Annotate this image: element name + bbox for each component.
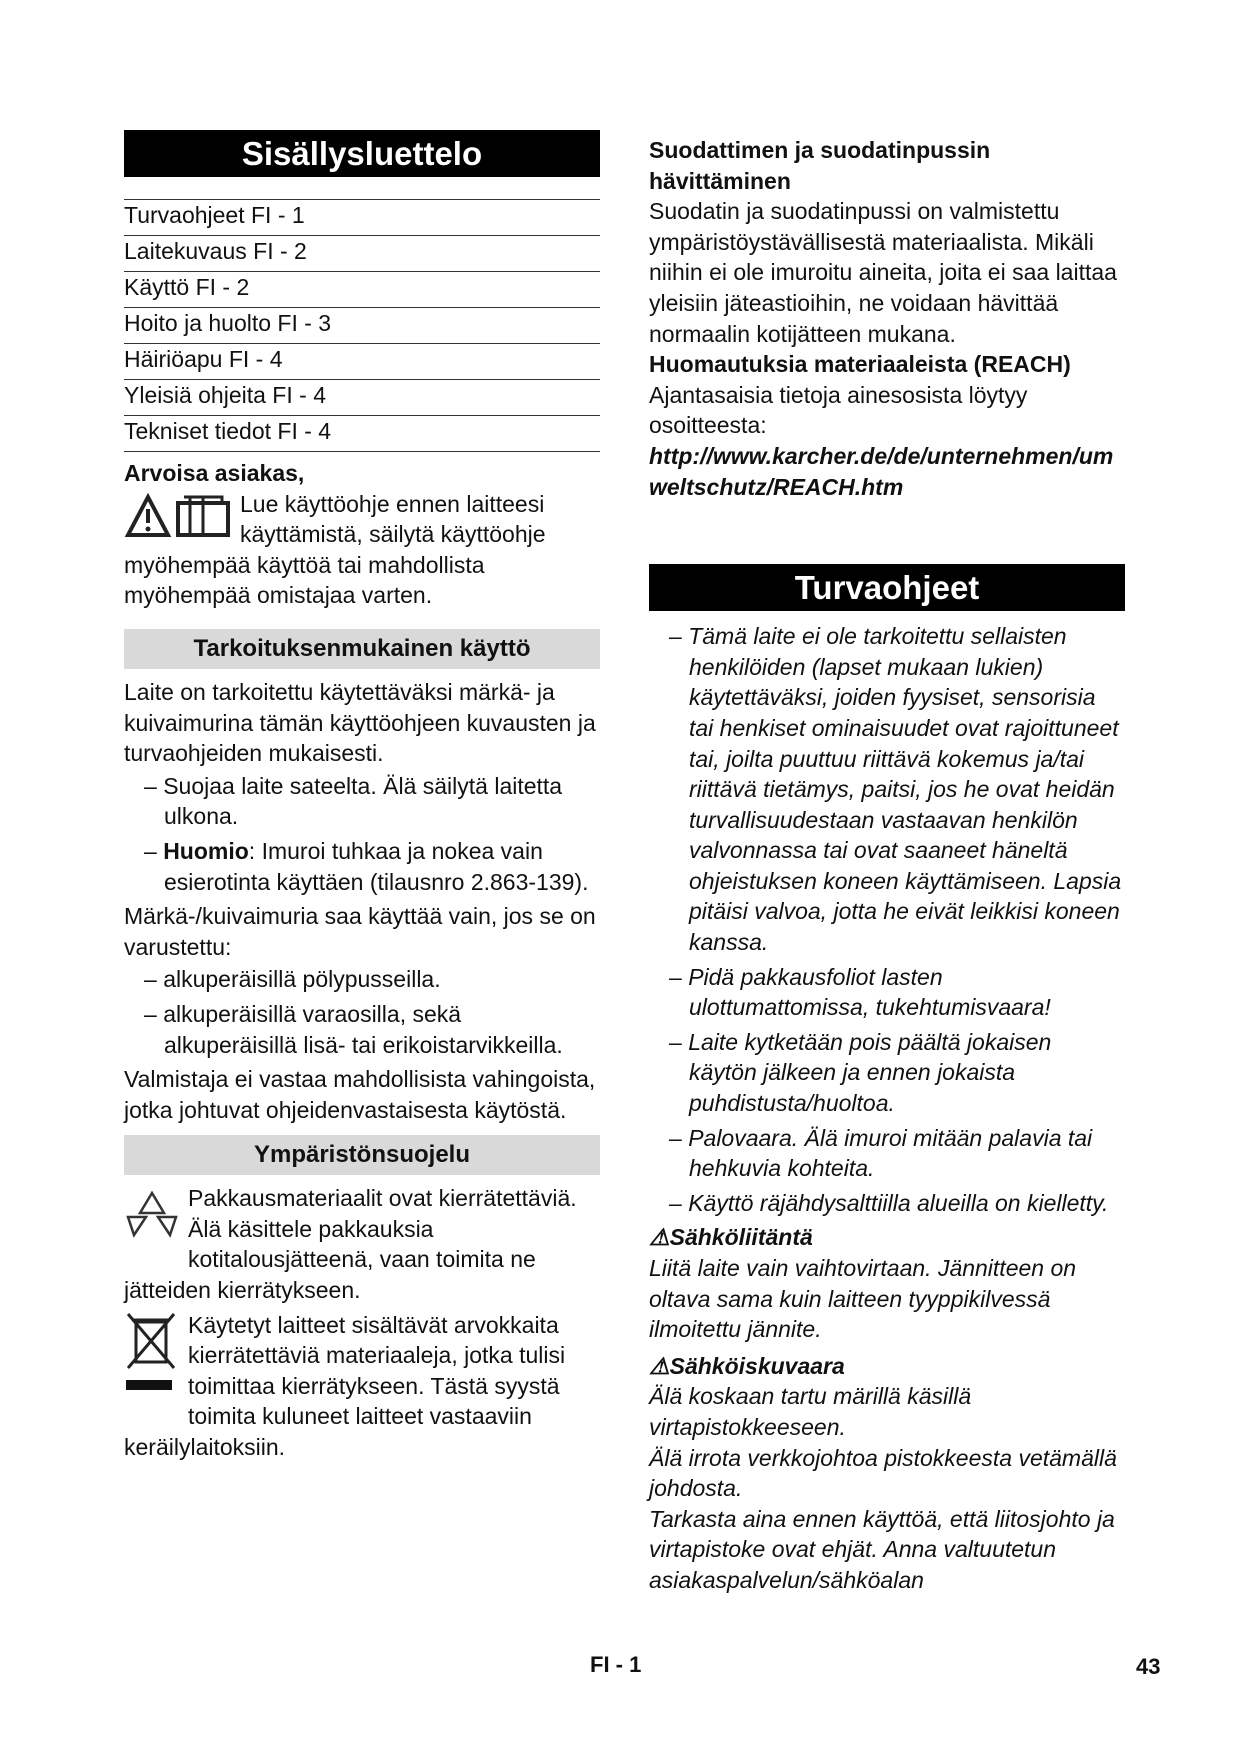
- paragraph: Tarkasta aina ennen käyttöä, että liitosjohto ja virtapistoke ovat ehjät. Anna valtuutetun asiakaspalvelun/sähköalan: [649, 1505, 1115, 1593]
- safety-item: – Tämä laite ei ole tarkoitettu sellaisten henkilöiden (lapset mukaan lukien) käytettäväksi, joiden fyysiset, sensorisia tai henkiset ominaisuudet ovat rajoittuneet tai, joilta puuttuu riittävä kokemus ja/tai riittävä tietämys, paitsi, jos he ovat heidän turvallisuudestaan vastaavan henkilön valvonnassa tai ovat saaneet häneltä ohjeistuksen koneen käyttämiseen. Lapsia pitäisi valvoa, jotta he eivät leikkisi koneen kanssa.: [669, 623, 1122, 956]
- paragraph: Käytetyt laitteet sisältävät arvokkaita kierrätettäviä materiaaleja, jotka tulisi toimittaa kierrätykseen. Tästä syystä toimita kuluneet laitteet vastaaviin keräilylaitoksiin.: [124, 1311, 566, 1461]
- paragraph: Laite on tarkoitettu käytettäväksi märkä- ja kuivaimurina tämän käyttöohjeen kuvausten ja turvaohjeiden mukaisesti.: [124, 678, 596, 767]
- warning-book-icon: [124, 489, 232, 549]
- list-item: – alkuperäisillä varaosilla, sekä alkuperäisillä lisä- tai erikoistarvikkeilla.: [144, 1000, 563, 1058]
- safety-text: Tämä laite ei ole tarkoitettu sellaisten henkilöiden (lapset mukaan lukien) käytettäväksi, joiden fyysiset, sensorisia tai henkiset ominaisuudet ovat rajoittuneet tai, joilta puuttuu riittävä kokemus ja/tai riittävä tietämys, paitsi, jos he ovat heidän turvallisuudestaan vastaavan henkilön valvonnassa tai ovat saaneet häneltä ohjeistuksen koneen käyttämiseen. Lapsia pitäisi valvoa, jotta he eivät leikkisi koneen kanssa.: [688, 623, 1122, 956]
- list-item: – Suojaa laite sateelta. Älä säilytä laitetta ulkona.: [144, 772, 563, 830]
- note-label: Huomio: [163, 837, 249, 864]
- toc-item[interactable]: Hoito ja huolto FI - 3: [124, 308, 600, 344]
- toc-item[interactable]: Turvaohjeet FI - 1: [124, 200, 600, 236]
- subheading: [649, 1351, 1125, 1382]
- table-of-contents: [124, 199, 600, 452]
- toc-item[interactable]: Yleisiä ohjeita FI - 4: [124, 380, 600, 416]
- subheading: Suodattimen ja suodatinpussin hävittäminen: [649, 137, 991, 194]
- recycling-block: [124, 1183, 600, 1305]
- paragraph: Valmistaja ei vastaa mahdollisista vahingoista, jotka johtuvat ohjeidenvastaisesta käytöstä.: [124, 1066, 596, 1123]
- recycle-icon: [124, 1189, 180, 1249]
- reach-link[interactable]: http://www.karcher.de/de/unternehmen/umweltschutz/REACH.htm: [649, 442, 1114, 500]
- safety-text: Laite kytketään pois päältä jokaisen käytön jälkeen ja ennen jokaista puhdistusta/huoltoa.: [688, 1028, 1052, 1117]
- list-item-text: alkuperäisillä pölypusseilla.: [163, 966, 441, 993]
- paragraph: Liitä laite vain vaihtovirtaan. Jännitteen on oltava sama kuin laitteen tyyppikilvessä ilmoitettu jännite.: [649, 1255, 1077, 1343]
- left-column: [124, 130, 600, 1463]
- safety-item: – Laite kytketään pois päältä jokaisen käytön jälkeen ja ennen jokaista puhdistusta/huoltoa.: [669, 1028, 1052, 1117]
- list-item: – alkuperäisillä pölypusseilla.: [144, 966, 441, 993]
- paragraph: Suodatin ja suodatinpussi on valmistettu ympäristöystävällisestä materiaalista. Mikäli niihin ei ole imuroitu aineita, joita ei saa laittaa yleisiin jäteastioihin, ne voidaan hävittää normaalin kotijätteen mukana.: [649, 198, 1117, 347]
- safety-text: Pidä pakkausfoliot lasten ulottumattomissa, tukehtumisvaara!: [688, 963, 1051, 1021]
- list-item-text: alkuperäisillä varaosilla, sekä alkuperäisillä lisä- tai erikoistarvikkeilla.: [163, 1000, 563, 1058]
- safety-item: – Käyttö räjähdysalttiilla alueilla on kielletty.: [669, 1189, 1109, 1216]
- toc-item[interactable]: Tekniset tiedot FI - 4: [124, 416, 600, 452]
- greeting: Arvoisa asiakas,: [124, 460, 305, 486]
- paragraph: Pakkausmateriaalit ovat kierrätettäviä. Älä käsittele pakkauksia kotitalousjätteenä, vaan toimita ne jätteiden kierrätykseen.: [124, 1185, 577, 1304]
- toc-item[interactable]: Laitekuvaus FI - 2: [124, 236, 600, 272]
- crossed-bin-icon: [124, 1310, 180, 1404]
- intro-block: [124, 489, 600, 611]
- safety-text: Käyttö räjähdysalttiilla alueilla on kielletty.: [688, 1189, 1109, 1216]
- subheading: Huomautuksia materiaaleista (REACH): [649, 351, 1071, 378]
- toc-item[interactable]: Häiriöapu FI - 4: [124, 344, 600, 380]
- section-title: Turvaohjeet: [649, 564, 1125, 611]
- list-item-text: : Imuroi tuhkaa ja nokea vain esierotinta käyttäen (tilausnro 2.863-139).: [164, 837, 589, 895]
- subheading: [649, 1222, 1125, 1253]
- weee-block: [124, 1310, 600, 1463]
- safety-item: – Pidä pakkausfoliot lasten ulottumattomissa, tukehtumisvaara!: [669, 963, 1051, 1021]
- paragraph: Älä irrota verkkojohtoa pistokkeesta vetämällä johdosta.: [649, 1444, 1117, 1502]
- toc-title: Sisällysluettelo: [124, 130, 600, 177]
- intro-text: Lue käyttöohje ennen laitteesi käyttämistä, säilytä käyttöohje myöhempää käyttöä tai mahdollista myöhempää omistajaa varten.: [124, 490, 546, 609]
- warning-icon: ⚠: [649, 1352, 670, 1379]
- safety-text: Palovaara. Älä imuroi mitään palavia tai hehkuvia kohteita.: [688, 1124, 1093, 1182]
- toc-item[interactable]: Käyttö FI - 2: [124, 272, 600, 308]
- section-heading: Tarkoituksenmukainen käyttö: [124, 629, 600, 669]
- paragraph: Ajantasaisia tietoja ainesosista löytyy osoitteesta:: [649, 381, 1028, 439]
- section-page-label: FI - 1: [590, 1652, 642, 1677]
- list-item-text: Suojaa laite sateelta. Älä säilytä laitetta ulkona.: [163, 772, 563, 830]
- section-heading: Ympäristönsuojelu: [124, 1135, 600, 1175]
- paragraph: Älä koskaan tartu märillä käsillä virtapistokkeeseen.: [649, 1383, 972, 1440]
- paragraph: Märkä-/kuivaimuria saa käyttää vain, jos se on varustettu:: [124, 903, 596, 960]
- right-column: [649, 135, 1125, 1596]
- page-number: 43: [1136, 1654, 1161, 1679]
- subheading-text: Sähköiskuvaara: [669, 1352, 845, 1379]
- safety-item: – Palovaara. Älä imuroi mitään palavia tai hehkuvia kohteita.: [669, 1124, 1093, 1182]
- list-item: – Huomio: Imuroi tuhkaa ja nokea vain esierotinta käyttäen (tilausnro 2.863-139).: [144, 837, 589, 895]
- subheading-text: Sähköliitäntä: [669, 1224, 813, 1251]
- warning-icon: ⚠: [649, 1224, 670, 1251]
